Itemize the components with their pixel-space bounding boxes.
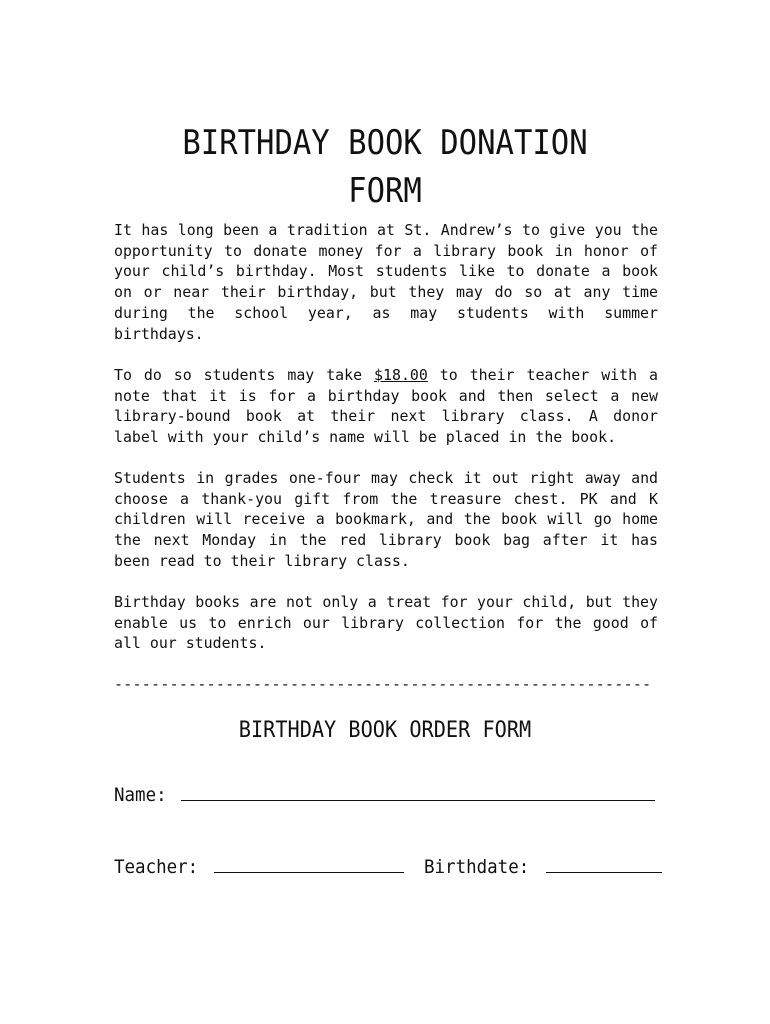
- title-line-1: BIRTHDAY BOOK DONATION: [182, 122, 588, 163]
- birthdate-blank-line[interactable]: [546, 856, 662, 873]
- teacher-birthdate-row: [114, 856, 662, 878]
- name-field-row: [114, 784, 655, 806]
- order-form-title: BIRTHDAY BOOK ORDER FORM: [238, 718, 532, 743]
- cut-line-divider: ----------------------------------------------------------: [114, 675, 652, 693]
- document-title: [39, 119, 732, 215]
- name-blank-line[interactable]: [181, 784, 655, 801]
- instructions-text-end: to their teacher with a note that it is for a birthday book and then select a new library-bound book at their next library class. A donor label with your child’s name will be placed in the book.: [114, 366, 658, 447]
- grades-paragraph: Students in grades one-four may check it out right away and choose a thank-you gift from the treasure chest. PK and K children will receive a bookmark, and the book will go home the next Monday in the red library book bag after it has been read to their library class.: [114, 469, 658, 570]
- teacher-blank-line[interactable]: [214, 856, 404, 873]
- name-label: Name:: [114, 784, 167, 806]
- donation-amount: $18.00: [374, 366, 428, 384]
- instructions-text-start: To do so students may take: [114, 366, 375, 384]
- intro-paragraph: It has long been a tradition at St. Andrew’s to give you the opportunity to donate money for a library book in honor of your child’s birthday. Most students like to donate a book on or near their birthday, but they may do so at any time during the school year, as may students with summer birthdays.: [114, 221, 658, 343]
- title-line-2: FORM: [348, 170, 422, 211]
- birthdate-label: Birthdate:: [423, 856, 529, 878]
- closing-paragraph: Birthday books are not only a treat for your child, but they enable us to enrich our library collection for the good of all our students.: [114, 593, 658, 653]
- instructions-paragraph: [114, 365, 658, 448]
- teacher-label: Teacher:: [114, 856, 199, 878]
- birthdate-field: [424, 856, 662, 878]
